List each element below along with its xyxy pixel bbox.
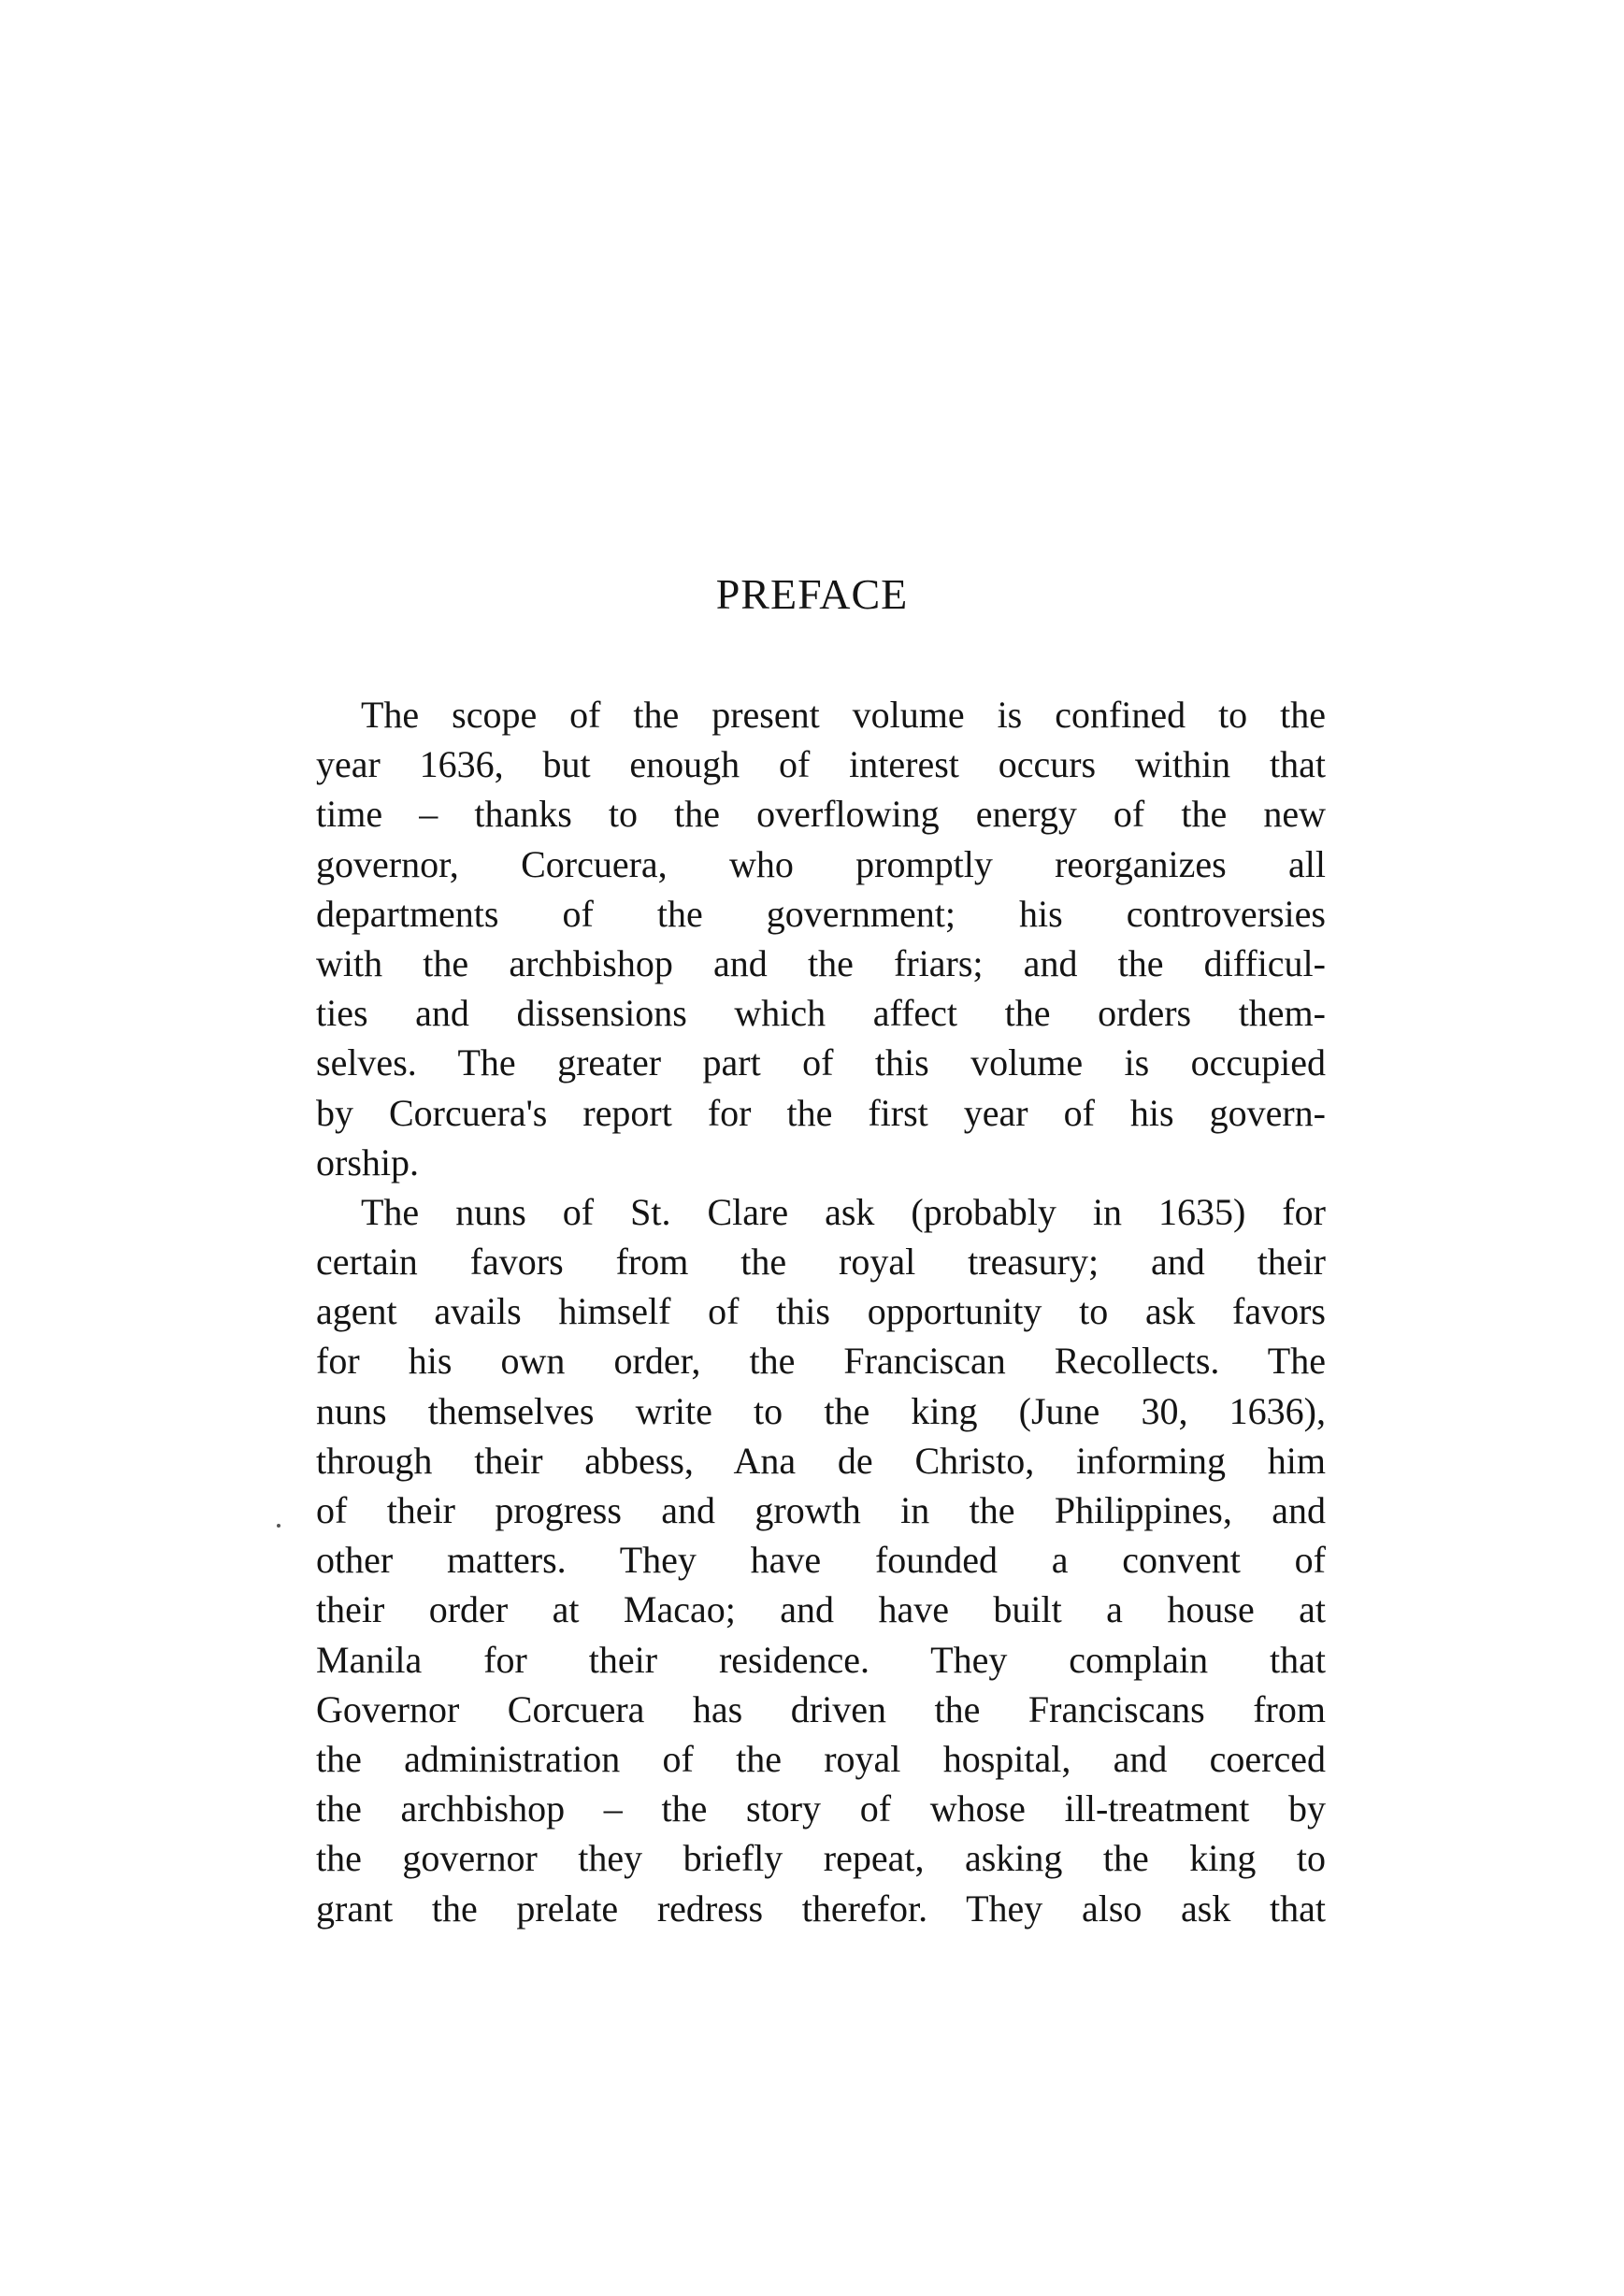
- text-line: year 1636, but enough of interest occurs within that: [316, 743, 1326, 786]
- text-line: for his own order, the Franciscan Recollects. The: [316, 1340, 1326, 1383]
- text-line: departments of the government; his controversies: [316, 892, 1326, 935]
- text-line: the archbishop – the story of whose ill-treatment by: [316, 1787, 1326, 1830]
- text-line: other matters. They have founded a convent of: [316, 1539, 1326, 1582]
- text-line: agent avails himself of this opportunity to ask favors: [316, 1290, 1326, 1333]
- text-line: with the archbishop and the friars; and the difficul-: [316, 941, 1326, 984]
- text-line: The nuns of St. Clare ask (probably in 1635) for: [361, 1190, 1326, 1233]
- text-line: the administration of the royal hospital, and coerced: [316, 1737, 1326, 1780]
- text-line: selves. The greater part of this volume is occupied: [316, 1041, 1326, 1084]
- text-line: of their progress and growth in the Philippines, and: [316, 1489, 1326, 1531]
- ink-speck: [277, 1524, 280, 1528]
- text-line: The scope of the present volume is confined to the: [361, 694, 1326, 736]
- text-line: the governor they briefly repeat, asking the king to: [316, 1837, 1326, 1880]
- text-line: by Corcuera's report for the first year of his govern-: [316, 1091, 1326, 1134]
- text-line: orship.: [316, 1141, 419, 1184]
- text-line: governor, Corcuera, who promptly reorganizes all: [316, 842, 1326, 885]
- preface-body: [316, 690, 1326, 1933]
- text-line: nuns themselves write to the king (June 30, 1636),: [316, 1389, 1326, 1432]
- page-title: PREFACE: [715, 570, 909, 618]
- text-line: certain favors from the royal treasury; and their: [316, 1241, 1326, 1284]
- text-line: Governor Corcuera has driven the Franciscans from: [316, 1687, 1326, 1730]
- text-line: Manila for their residence. They complain that: [316, 1638, 1326, 1681]
- text-line: grant the prelate redress therefor. They also ask that: [316, 1887, 1326, 1930]
- text-line: ties and dissensions which affect the orders them-: [316, 992, 1326, 1035]
- text-line: through their abbess, Ana de Christo, informing him: [316, 1439, 1326, 1482]
- text-line: time – thanks to the overflowing energy of the new: [316, 793, 1326, 836]
- text-line: their order at Macao; and have built a house at: [316, 1588, 1326, 1631]
